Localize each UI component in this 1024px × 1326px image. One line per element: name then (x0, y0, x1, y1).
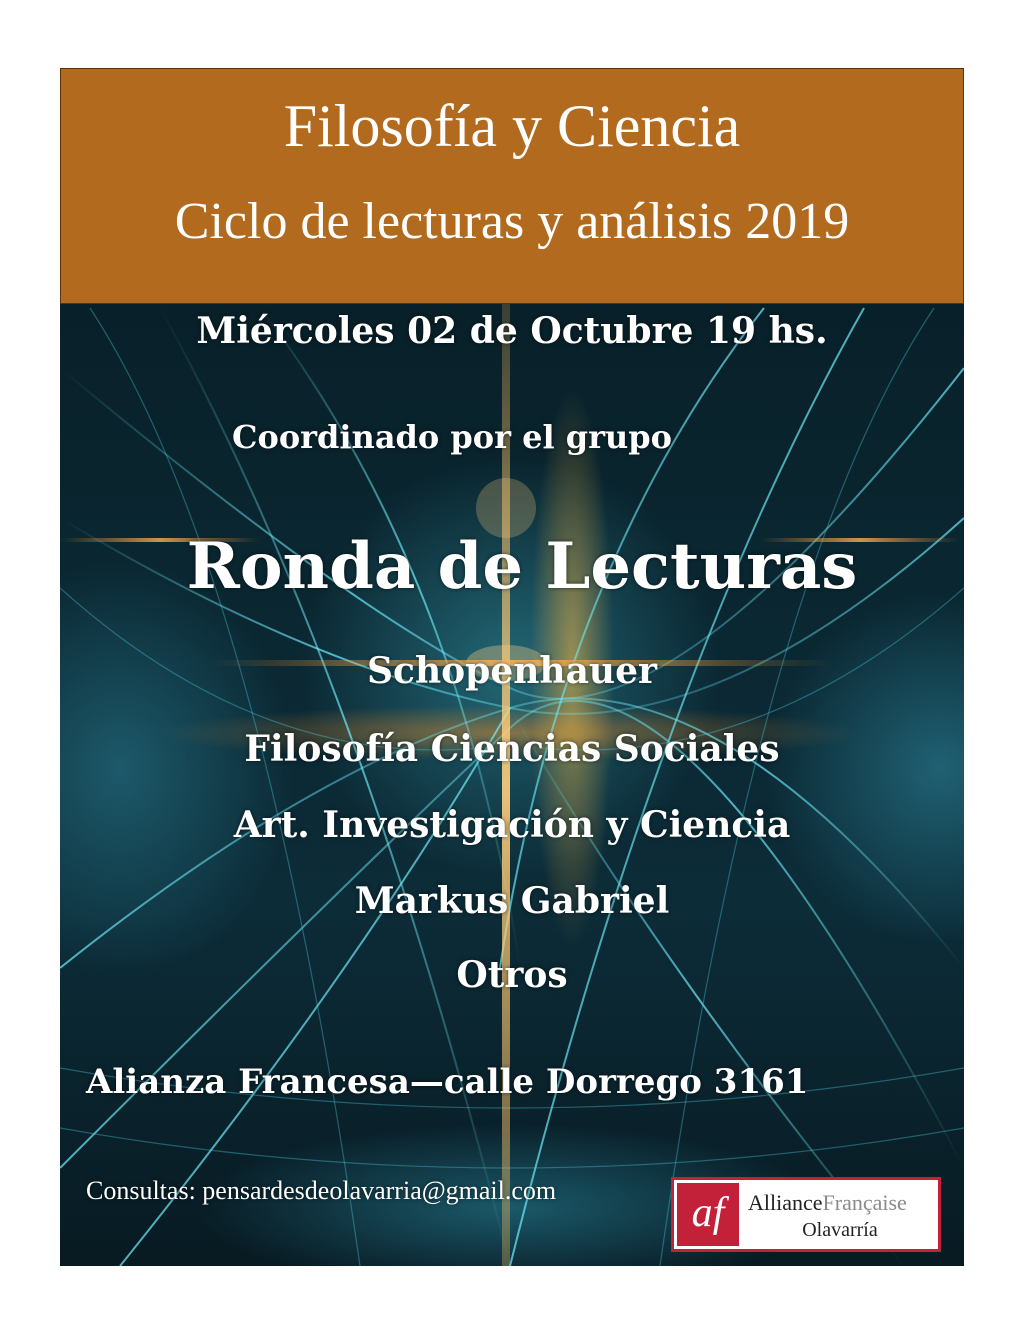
topic-item: Filosofía Ciencias Sociales (244, 728, 780, 770)
af-logo-city: Olavarría (802, 1219, 878, 1241)
group-name: Ronda de Lecturas (186, 529, 858, 604)
af-logo-name (748, 1190, 907, 1216)
af-logo-mark: af (677, 1183, 739, 1246)
header-title: Filosofía y Ciencia (283, 93, 741, 159)
venue-address: Alianza Francesa—calle Dorrego 3161 (86, 1062, 809, 1102)
topic-item: Schopenhauer (367, 650, 657, 692)
af-logo-name-part2: Française (822, 1190, 907, 1215)
topic-item: Markus Gabriel (354, 880, 670, 922)
topic-item: Otros (456, 954, 568, 996)
event-date: Miércoles 02 de Octubre 19 hs. (196, 310, 828, 352)
af-logo-name-part1: Alliance (748, 1190, 823, 1215)
alliance-francaise-logo (671, 1177, 941, 1252)
coordinated-by-text: Coordinado por el grupo (232, 418, 672, 456)
poster-background (60, 68, 964, 1266)
contact-email: Consultas: pensardesdeolavarria@gmail.com (86, 1176, 557, 1205)
topic-item: Art. Investigación y Ciencia (233, 804, 791, 846)
header-subtitle: Ciclo de lecturas y análisis 2019 (174, 193, 850, 250)
header-banner (60, 68, 964, 304)
